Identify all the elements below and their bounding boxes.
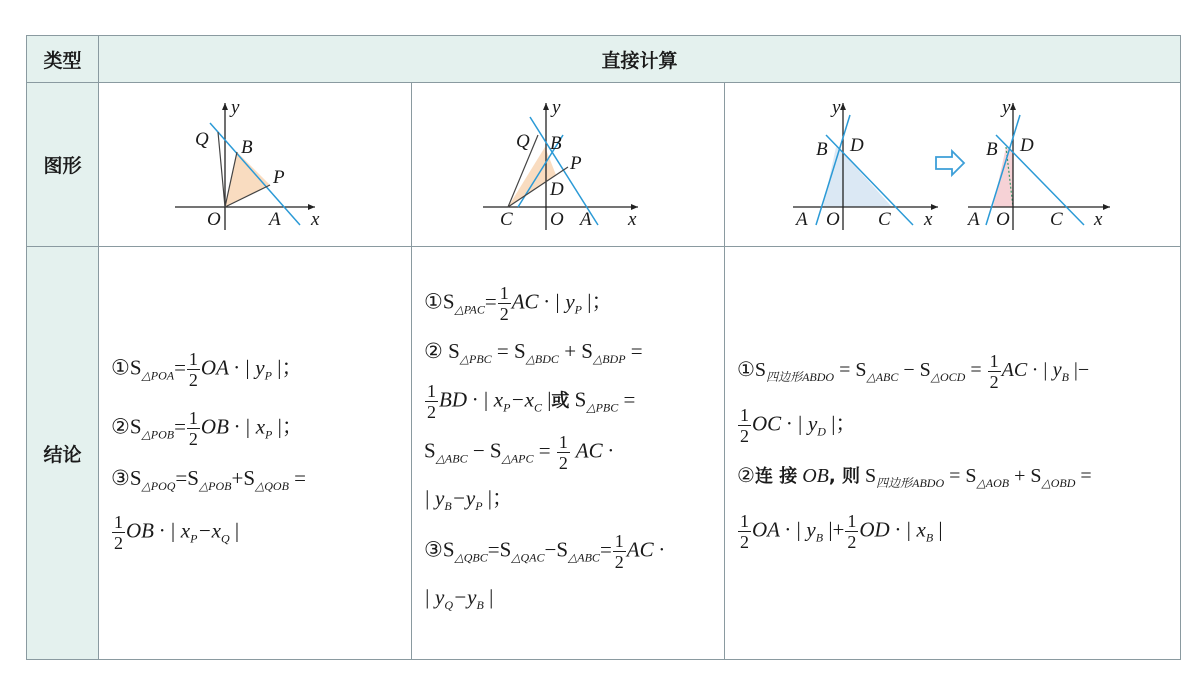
quad-shade [823,147,892,207]
label-y: y [552,96,561,118]
label-y: y [831,96,840,118]
label-a: A [580,208,592,230]
formula-line: $\frac{1}{2}$ OB · | $x_P-x_Q$ | [114,512,240,554]
formula-line: $S_{\triangle ABC} - S_{\triangle APC}$ = $\frac{1}{2}$ AC · [424,431,614,473]
figure-3-svg [788,95,1118,235]
label-d: D [849,134,864,156]
conclusion-2 [412,247,725,660]
label-c: C [877,208,891,230]
y-arrow-icon [543,103,549,110]
label-x: x [628,208,637,230]
label-x: x [1093,208,1102,230]
label-o: O [550,208,564,230]
label-o: O [825,208,840,230]
label-o: O [995,208,1010,230]
label-b: B [550,132,562,154]
y-arrow-icon [222,103,228,110]
label-c: C [1049,208,1063,230]
formula-line: $①S_{\triangle POA}=$ $\frac{1}{2}$ OA · | $y_P$ |； [111,349,303,391]
formula-line: $③S_{\triangle POQ}=S_{\triangle POB}+S_{\triangle QOB}$ = [111,466,307,494]
y-arrow-icon [840,103,846,110]
label-d: D [1019,134,1034,156]
label-b: B [985,138,998,160]
summary-table [26,35,1181,660]
arrow-right-icon [936,151,964,175]
figure-2-svg [478,95,658,235]
label-a: A [269,208,281,230]
label-q: Q [516,130,530,152]
conclusion-3 [725,247,1181,660]
label-a: A [795,208,808,230]
formula-line: $②S_{\triangle POB}=$ $\frac{1}{2}$ OB · | $x_P$ |； [111,407,303,449]
label-a: A [967,208,980,230]
formula-line: $\frac{1}{2}$ BD · | $x_P-x_C$ |或 $S_{\triangle PBC}$ = [427,381,636,423]
formula-line: ②连 接 OB, 则 $S_{四边形ABDO} = S_{\triangle AOB} + S_{\triangle OBD}$ = [737,464,1092,490]
figure-2 [412,83,725,247]
conclusion-1 [99,247,412,660]
title-header: 直接计算 [99,36,1181,83]
label-b: B [815,138,828,160]
header-row [27,36,1181,83]
label-c: C [500,208,513,230]
formula-line: $\frac{1}{2}$ OC · | $y_D$ |； [740,405,857,447]
triangle-shade [225,152,270,207]
label-x: x [923,208,932,230]
label-b: B [241,136,253,158]
figure-1 [99,83,412,247]
figure-3 [725,83,1181,247]
label-y: y [231,96,240,118]
formula-line: $③S_{\triangle QBC}=S_{\triangle QAC}-S_{\triangle ABC}=$ $\frac{1}{2}$ AC · [424,530,665,572]
label-p: P [570,152,582,174]
x-arrow-icon [1103,204,1110,210]
formula-line: $\frac{1}{2}$ OA · | $y_B$ |+ $\frac{1}{2}$ OD · | $x_B$ | [740,510,943,552]
triangle-shade [508,147,556,207]
label-q: Q [195,128,209,150]
formula-line: $①S_{\triangle PAC}=$ $\frac{1}{2}$ AC · | $y_P$ |； [424,282,613,324]
formula-line: $①S_{四边形ABDO} = S_{\triangle ABC} - S_{\triangle OCD}$ = $\frac{1}{2}$ AC · | $y_B$ |− [737,350,1090,392]
y-arrow-icon [1010,103,1016,110]
label-p: P [273,166,285,188]
label-d: D [550,178,564,200]
label-o: O [207,208,221,230]
type-header: 类型 [27,36,99,83]
figure-1-svg [165,95,345,235]
figure-label: 图形 [27,83,99,247]
figure-row [27,83,1181,247]
label-y: y [1001,96,1010,118]
label-x: x [311,208,320,230]
formula-line: | $y_Q-y_B$ | [424,585,494,613]
line-ab [210,123,300,225]
formula-line: ② $S_{\triangle PBC} = S_{\triangle BDC} + S_{\triangle BDP}$ = [424,339,643,367]
formula-line: | $y_B-y_P$ |； [424,486,513,514]
conclusion-row [27,247,1181,660]
conclusion-label: 结论 [27,247,99,660]
seg [218,132,225,207]
